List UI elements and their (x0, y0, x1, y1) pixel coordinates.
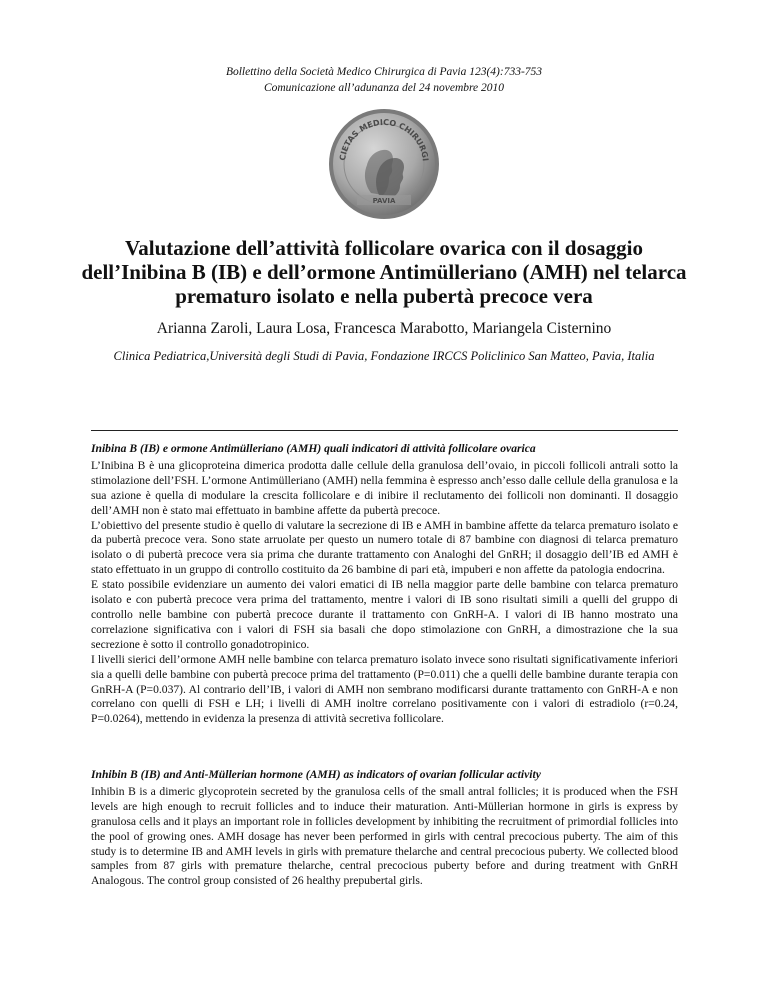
italian-paragraph: L’obiettivo del presente studio è quello di valutare la secrezione di IB e AMH in bambine affette da telarca prematuro isolato e da pubertà precoce vera. Sono state arruolate per questo un numero totale di 87 bambine con diagnosi di telarca prematuro isolato o di pubertà precoce vera sia prima che durante trattamento con Analoghi del GnRH; il dosaggio dell’IB ed AMH è stato effettuato in un gruppo di controllo costituito da 26 bambine di pari età, impuberi e non affette da patologia endocrina. (91, 518, 678, 577)
society-seal (327, 107, 441, 221)
italian-abstract-heading: Inibina B (IB) e ormone Antimülleriano (AMH) quali indicatori di attività follicolare ovarica (91, 442, 536, 455)
italian-paragraph: I livelli sierici dell’ormone AMH nelle bambine con telarca prematuro isolato invece sono risultati significativamente inferiori sia a quelli delle bambine con pubertà precoce prima del trattamento (P=0.011) che a quelli delle bambine durante terapia con GnRH-A (P=0.037). Al contrario dell’IB, i valori di AMH non sembrano modificarsi durante trattamento con GnRH-A e non correlano con quelli di FSH e LH; i livelli di AMH inoltre correlano positivamente con i valori di estradiolo (r=0.24, P=0.0264), mettendo in evidenza la presenza di attività secretiva follicolare. (91, 652, 678, 726)
section-divider (91, 430, 678, 431)
english-abstract-heading: Inhibin B (IB) and Anti-Müllerian hormone (AMH) as indicators of ovarian follicular activity (91, 768, 541, 781)
italian-paragraph: E stato possibile evidenziare un aumento dei valori ematici di IB nella maggior parte delle bambine con telarca prematuro isolato e con pubertà precoce vera prima del trattamento, mentre i valori di IB sono risultati simili a quelli del gruppo di controllo nelle bambine con pubertà precoce durante il trattamento con GnRH-A. I valori di IB hanno mostrato una correlazione significativa con i valori di FSH sia basali che dopo stimolazione con GnRH, a dimostrazione che la sua secrezione è sotto il controllo gonadotropinico. (91, 578, 678, 651)
english-abstract (91, 768, 678, 889)
paper-title: Valutazione dell’attività follicolare ovarica con il dosaggio dell’Inibina B (IB) e dell’ormone Antimülleriano (AMH) nel telarca prematuro isolato e nella pubertà precoce vera (81, 236, 687, 308)
journal-citation: Bollettino della Società Medico Chirurgica di Pavia 123(4):733-753 (225, 66, 543, 78)
journal-header (0, 64, 768, 96)
author-affiliation: Clinica Pediatrica,Università degli Studi di Pavia, Fondazione IRCCS Policlinico San Matteo, Pavia, Italia (113, 349, 655, 363)
author-list: Arianna Zaroli, Laura Losa, Francesca Marabotto, Mariangela Cisternino (156, 320, 612, 337)
seal-city: PAVIA (372, 197, 396, 205)
italian-paragraph: L’Inibina B è una glicoproteina dimerica prodotta dalle cellule della granulosa dell’ovaio, in piccoli follicoli antrali sotto la stimolazione dell’FSH. L’ormone Antimülleriano (AMH) nella femmina è espresso anch’esso dalle cellule della granulosa e la sua azione è quella di modulare la crescita follicolare e di inibire il reclutamento dei follicoli non dominanti. Il dosaggio dell’AMH non è stato mai effettuato in bambine affette da pubertà precoce. (91, 458, 678, 517)
italian-abstract (91, 442, 678, 727)
seal-medallion-icon (327, 107, 441, 221)
meeting-date: Comunicazione all’adunanza del 24 novembre 2010 (263, 82, 505, 94)
english-paragraph: Inhibin B is a dimeric glycoprotein secreted by the granulosa cells of the small antral follicles; it is produced when the FSH levels are high enough to recruit follicles and to induce their maturation. Anti-Müllerian hormone in girls is express by granulosa cells and it plays an important role in follicles development by inhibiting the recruitment of primordial follicles into the pool of growing ones. AMH dosage has never been performed in girls with central precocious puberty. The aim of this study is to determine IB and AMH levels in girls with premature thelarche and central precocious puberty. We collected blood samples from 87 girls with premature thelarche, central precocious puberty before and during treatment with GnRH Analogous. The control group consisted of 26 healthy prepubertal girls. (91, 784, 678, 888)
seal-inscription: CIETAS MEDICO CHIRURGI (338, 117, 430, 162)
